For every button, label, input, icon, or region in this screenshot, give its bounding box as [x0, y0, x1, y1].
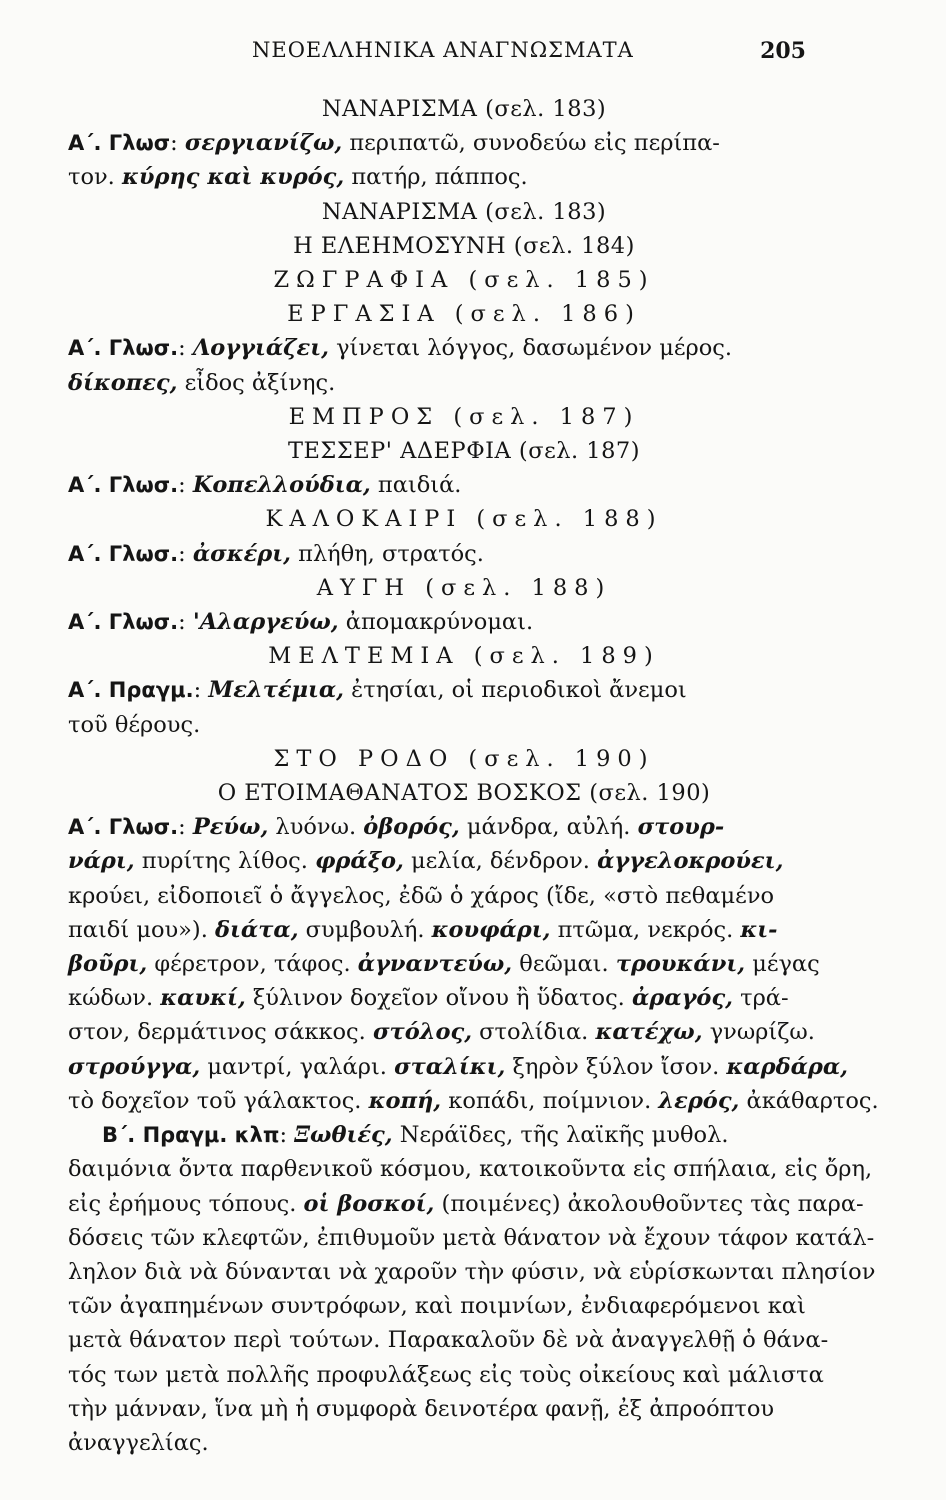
page-header	[252, 38, 806, 68]
text-segment: τον.	[68, 164, 122, 191]
glossary-term: σεργιανίζω,	[184, 130, 343, 157]
section-title	[68, 400, 820, 434]
text-segment: εἶδος ἀξίνης.	[177, 369, 336, 396]
section-title	[68, 571, 820, 605]
text-line	[68, 708, 820, 742]
glossary-term: διάτα,	[215, 916, 299, 943]
text-segment: ΕΜΠΡΟΣ (σελ. 187)	[288, 403, 640, 430]
text-segment: ΜΕΛΤΕΜΙΑ (σελ. 189)	[268, 643, 660, 670]
text-segment: τὴν μάνναν, ἵνα μὴ ἡ συμφορὰ δεινοτέρα φανῇ, ἐξ ἀπροόπτου	[68, 1395, 775, 1422]
text-segment: δόσεις τῶν κλεφτῶν, ἐπιθυμοῦν μετὰ θάνατον νὰ ἔχουν τάφον κατάλ-	[68, 1224, 875, 1251]
glossary-term: ἀγναντεύω,	[357, 951, 513, 978]
text-line	[68, 1015, 820, 1049]
glossary-term: ἀραγός,	[631, 985, 733, 1012]
section-title	[68, 434, 820, 468]
text-segment: :	[178, 609, 193, 636]
glossary-term: οἱ βοσκοί,	[303, 1190, 435, 1217]
text-segment: φέρετρον, τάφος.	[147, 951, 358, 978]
glossary-term: στουρ-	[637, 814, 725, 841]
text-segment: τός των μετὰ πολλῆς προφυλάξεως εἰς τοὺς οἰκείους καὶ μάλιστα	[68, 1361, 824, 1388]
section-title	[68, 502, 820, 536]
text-line	[68, 1255, 876, 1289]
text-segment: εἰς ἐρήμους τόπους.	[68, 1190, 304, 1217]
text-line	[68, 844, 820, 878]
glossary-term: κοπή,	[368, 1087, 442, 1114]
text-segment: τρά-	[732, 985, 789, 1012]
text-segment: πατήρ, πάππος.	[344, 164, 528, 191]
text-segment: ΝΑΝΑΡΙΣΜΑ (σελ. 183)	[321, 96, 607, 122]
text-line	[68, 879, 820, 913]
glossary-term: Μελτέμια,	[208, 677, 345, 704]
text-line	[68, 1118, 820, 1152]
text-line	[68, 913, 820, 947]
text-line	[68, 981, 820, 1015]
note-label: Α΄. Γλωσ.	[68, 473, 179, 498]
text-segment: θεῶμαι.	[512, 951, 616, 978]
section-title	[68, 297, 820, 331]
text-line	[68, 366, 820, 400]
text-segment: ἀπομακρύνομαι.	[338, 609, 534, 636]
text-line	[68, 126, 820, 160]
text-segment: ΕΡΓΑΣΙΑ (σελ. 186)	[287, 301, 641, 328]
note-label: Α΄. Γλωσ	[68, 131, 171, 156]
glossary-term: ὀβορός,	[363, 814, 460, 841]
text-line	[68, 1050, 848, 1084]
text-segment: στον, δερμάτινος σάκκος.	[68, 1019, 373, 1046]
text-segment: (ποιμένες) ἀκολουθοῦντες τὰς παρα-	[434, 1190, 864, 1217]
text-segment: πτῶμα, νεκρός.	[550, 916, 741, 943]
text-segment: ΑΥΓΗ (σελ. 188)	[316, 574, 612, 601]
section-title	[68, 263, 820, 297]
text-segment: τὸ δοχεῖον τοῦ γάλακτος.	[68, 1087, 369, 1114]
text-line	[68, 947, 820, 981]
text-line	[68, 160, 820, 194]
glossary-term: βοῦρι,	[68, 951, 148, 978]
text-segment: γίνεται λόγγος, δασωμένον μέρος.	[328, 335, 733, 362]
glossary-term: 'Αλαργεύω,	[192, 609, 339, 636]
text-segment: ἐτησίαι, οἱ περιοδικοὶ ἄνεμοι	[344, 677, 687, 704]
text-segment: ΝΑΝΑΡΙΣΜΑ (σελ. 183)	[321, 198, 607, 225]
text-segment: :	[178, 814, 193, 841]
glossary-term: Ξωθιές,	[294, 1122, 393, 1149]
glossary-term: στόλος,	[372, 1019, 473, 1046]
text-segment: περιπατῶ, συνοδεύω εἰς περίπα-	[342, 130, 720, 157]
section-title	[68, 742, 820, 776]
text-line	[68, 537, 820, 571]
text-segment: ξύλινον δοχεῖον οἴνου ἢ ὕδατος.	[245, 985, 632, 1012]
text-segment: δαιμόνια ὄντα παρθενικοῦ κόσμου, κατοικοῦντα εἰς σπήλαια, εἰς ὄρη,	[68, 1156, 873, 1183]
note-label: Β΄. Πραγμ. κλπ	[102, 1123, 280, 1148]
section-title	[68, 229, 820, 263]
text-segment: συμβουλή.	[298, 916, 432, 943]
text-line	[68, 605, 820, 639]
page-number: 205	[760, 38, 806, 64]
glossary-term: δίκοπες,	[68, 369, 178, 396]
glossary-term: νάρι,	[68, 848, 135, 875]
glossary-term: σταλίκι,	[394, 1053, 506, 1080]
text-line	[68, 1392, 820, 1426]
text-segment: Η ΕΛΕΗΜΟΣΥΝΗ (σελ. 184)	[293, 232, 635, 259]
text-segment: Ο ΕΤΟΙΜΑΘΑΝΑΤΟΣ ΒΟΣΚΟΣ (σελ. 190)	[217, 780, 711, 807]
glossary-term: κι-	[740, 916, 778, 943]
text-segment: ΖΩΓΡΑΦΙΑ (σελ. 185)	[273, 267, 655, 294]
note-label: Α΄. Γλωσ.	[68, 610, 179, 635]
text-segment: ΤΕΣΣΕΡ' ΑΔΕΡΦΙΑ (σελ. 187)	[287, 438, 641, 465]
text-segment: μαντρί, γαλάρι.	[200, 1053, 395, 1080]
text-segment: στολίδια.	[472, 1019, 596, 1046]
text-line	[68, 673, 820, 707]
glossary-term: Ρεύω,	[192, 814, 269, 841]
text-segment: :	[170, 130, 185, 157]
glossary-term: κατέχω,	[595, 1019, 703, 1046]
text-segment: μέγας	[745, 951, 820, 978]
text-segment: :	[178, 335, 193, 362]
glossary-term: λερός,	[658, 1087, 740, 1114]
text-segment: :	[178, 472, 193, 499]
text-segment: λυόνω.	[268, 814, 364, 841]
text-segment: ξηρὸν ξύλον ἴσον.	[505, 1053, 727, 1080]
text-line	[68, 1323, 829, 1357]
page-body	[68, 92, 879, 1460]
section-title	[68, 776, 820, 810]
glossary-term: ἀγγελοκρούει,	[597, 848, 784, 875]
section-title	[68, 195, 820, 229]
text-segment: ΣΤΟ ΡΟΔΟ (σελ. 190)	[273, 745, 655, 772]
text-segment: γνωρίζω.	[702, 1019, 815, 1046]
text-segment: ληλον διὰ νὰ δύνανται νὰ χαροῦν τὴν φύσιν, νὰ εὑρίσκωνται πλησίον	[68, 1258, 876, 1285]
glossary-term: ἀσκέρι,	[192, 540, 291, 567]
section-title	[68, 92, 820, 126]
text-segment: :	[178, 540, 193, 567]
text-segment: :	[279, 1122, 295, 1149]
glossary-term: τρουκάνι,	[615, 951, 746, 978]
running-title: ΝΕΟΕΛΛΗΝΙΚΑ ΑΝΑΓΝΩΣΜΑΤΑ	[252, 38, 634, 62]
glossary-term: στρούγγα,	[68, 1053, 201, 1080]
text-segment: κρούει, εἰδοποιεῖ ὁ ἄγγελος, ἐδῶ ὁ χάρος (ἴδε, «στὸ πεθαμένο	[68, 882, 775, 909]
glossary-term: Λογγιάζει,	[192, 335, 329, 362]
note-label: Α΄. Γλωσ.	[68, 336, 179, 361]
text-segment: τοῦ θέρους.	[68, 711, 201, 738]
text-segment: πλήθη, στρατός.	[290, 540, 484, 567]
text-segment: παιδιά.	[370, 472, 462, 499]
text-segment: μετὰ θάνατον περὶ τούτων. Παρακαλοῦν δὲ νὰ ἀναγγελθῇ ὁ θάνα-	[68, 1327, 829, 1354]
text-line	[68, 1358, 824, 1392]
note-label: Α΄. Γλωσ.	[68, 815, 179, 840]
text-line	[68, 1221, 875, 1255]
text-segment: μελία, δένδρον.	[403, 848, 598, 875]
text-segment: ἀκάθαρτος.	[739, 1087, 879, 1114]
glossary-term: κύρης καὶ κυρός,	[121, 164, 345, 191]
text-segment: ΚΑΛΟΚΑΙΡΙ (σελ. 188)	[265, 506, 663, 533]
text-line	[68, 1426, 820, 1460]
text-line	[68, 468, 820, 502]
note-label: Α΄. Γλωσ.	[68, 541, 179, 566]
text-line	[68, 810, 820, 844]
glossary-term: καυκί,	[160, 985, 246, 1012]
text-segment: πυρίτης λίθος.	[134, 848, 316, 875]
text-line	[68, 331, 820, 365]
glossary-term: κουφάρι,	[431, 916, 551, 943]
text-segment: μάνδρα, αὐλή.	[459, 814, 638, 841]
text-line	[68, 1289, 820, 1323]
text-line	[68, 1187, 864, 1221]
text-segment: τῶν ἀγαπημένων συντρόφων, καὶ ποιμνίων, ἐνδιαφερόμενοι καὶ	[68, 1293, 806, 1320]
text-line	[68, 1152, 873, 1186]
text-segment: ἀναγγελίας.	[68, 1429, 209, 1456]
text-segment: κοπάδι, ποίμνιον.	[441, 1087, 659, 1114]
text-segment: παιδί μου»).	[68, 916, 216, 943]
text-segment: :	[193, 677, 209, 704]
text-segment: Νεράϊδες, τῆς λαϊκῆς μυθολ.	[392, 1122, 729, 1149]
glossary-term: Κοπελλούδια,	[192, 472, 371, 499]
glossary-term: φράξο,	[315, 848, 404, 875]
text-line	[68, 1084, 879, 1118]
note-label: Α΄. Πραγμ.	[68, 678, 194, 703]
glossary-term: καρδάρα,	[726, 1053, 848, 1080]
section-title	[68, 639, 820, 673]
text-segment: κώδων.	[68, 985, 161, 1012]
